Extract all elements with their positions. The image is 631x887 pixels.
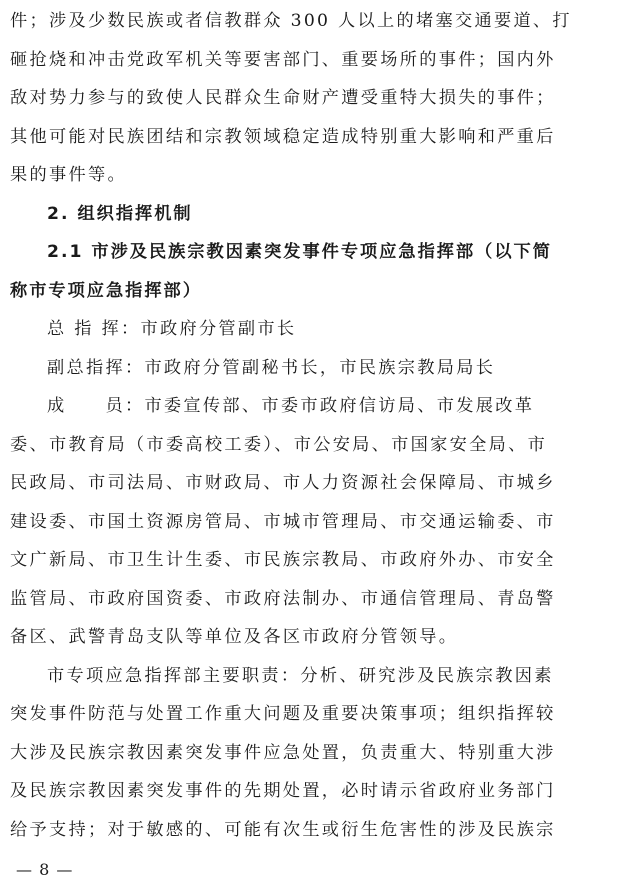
text-line: 建设委、市国土资源房管局、市城市管理局、市交通运输委、市 [10,511,556,532]
text-line: 果的事件等。 [10,165,127,185]
deputy-commander-line: 副总指挥：市政府分管副秘书长，市民族宗教局局长 [47,357,496,378]
page-number: — 8 — [16,860,74,879]
document-page [10,0,590,849]
section-heading: 2. 组织指挥机制 [47,203,193,224]
text-line: 委、市教育局（市委高校工委）、市公安局、市国家安全局、市 [10,434,548,455]
text-line: 监管局、市政府国资委、市政府法制办、市通信管理局、青岛警 [10,588,556,609]
text-line: 件；涉及少数民族或者信教群众 300 人以上的堵塞交通要道、打 [10,11,572,31]
text-line: 其他可能对民族团结和宗教领域稳定造成特别重大影响和严重后 [10,126,556,147]
duties-paragraph-start: 市专项应急指挥部主要职责：分析、研究涉及民族宗教因素 [47,665,554,686]
text-line: 砸抢烧和冲击党政军机关等要害部门、重要场所的事件；国内外 [10,49,556,70]
members-line: 成 员：市委宣传部、市委市政府信访局、市发展改革 [47,396,535,416]
text-line: 突发事件防范与处置工作重大问题及重要决策事项；组织指挥较 [10,704,556,724]
text-line: 备区、武警青岛支队等单位及各区市政府分管领导。 [10,627,459,647]
text-line: 给予支持；对于敏感的、可能有次生或衍生危害性的涉及民族宗 [10,819,556,840]
text-line: 民政局、市司法局、市财政局、市人力资源社会保障局、市城乡 [10,473,556,493]
text-line: 敌对势力参与的致使人民群众生命财产遭受重特大损失的事件； [10,88,556,108]
subsection-heading: 2.1 市涉及民族宗教因素突发事件专项应急指挥部（以下简 [47,242,552,262]
text-line: 大涉及民族宗教因素突发事件应急处置，负责重大、特别重大涉 [10,742,556,763]
commander-line: 总 指 挥：市政府分管副市长 [47,319,297,339]
subsection-heading-continued: 称市专项应急指挥部） [10,280,202,301]
text-line: 文广新局、市卫生计生委、市民族宗教局、市政府外办、市安全 [10,550,556,570]
text-line: 及民族宗教因素突发事件的先期处置，必时请示省政府业务部门 [10,781,556,801]
